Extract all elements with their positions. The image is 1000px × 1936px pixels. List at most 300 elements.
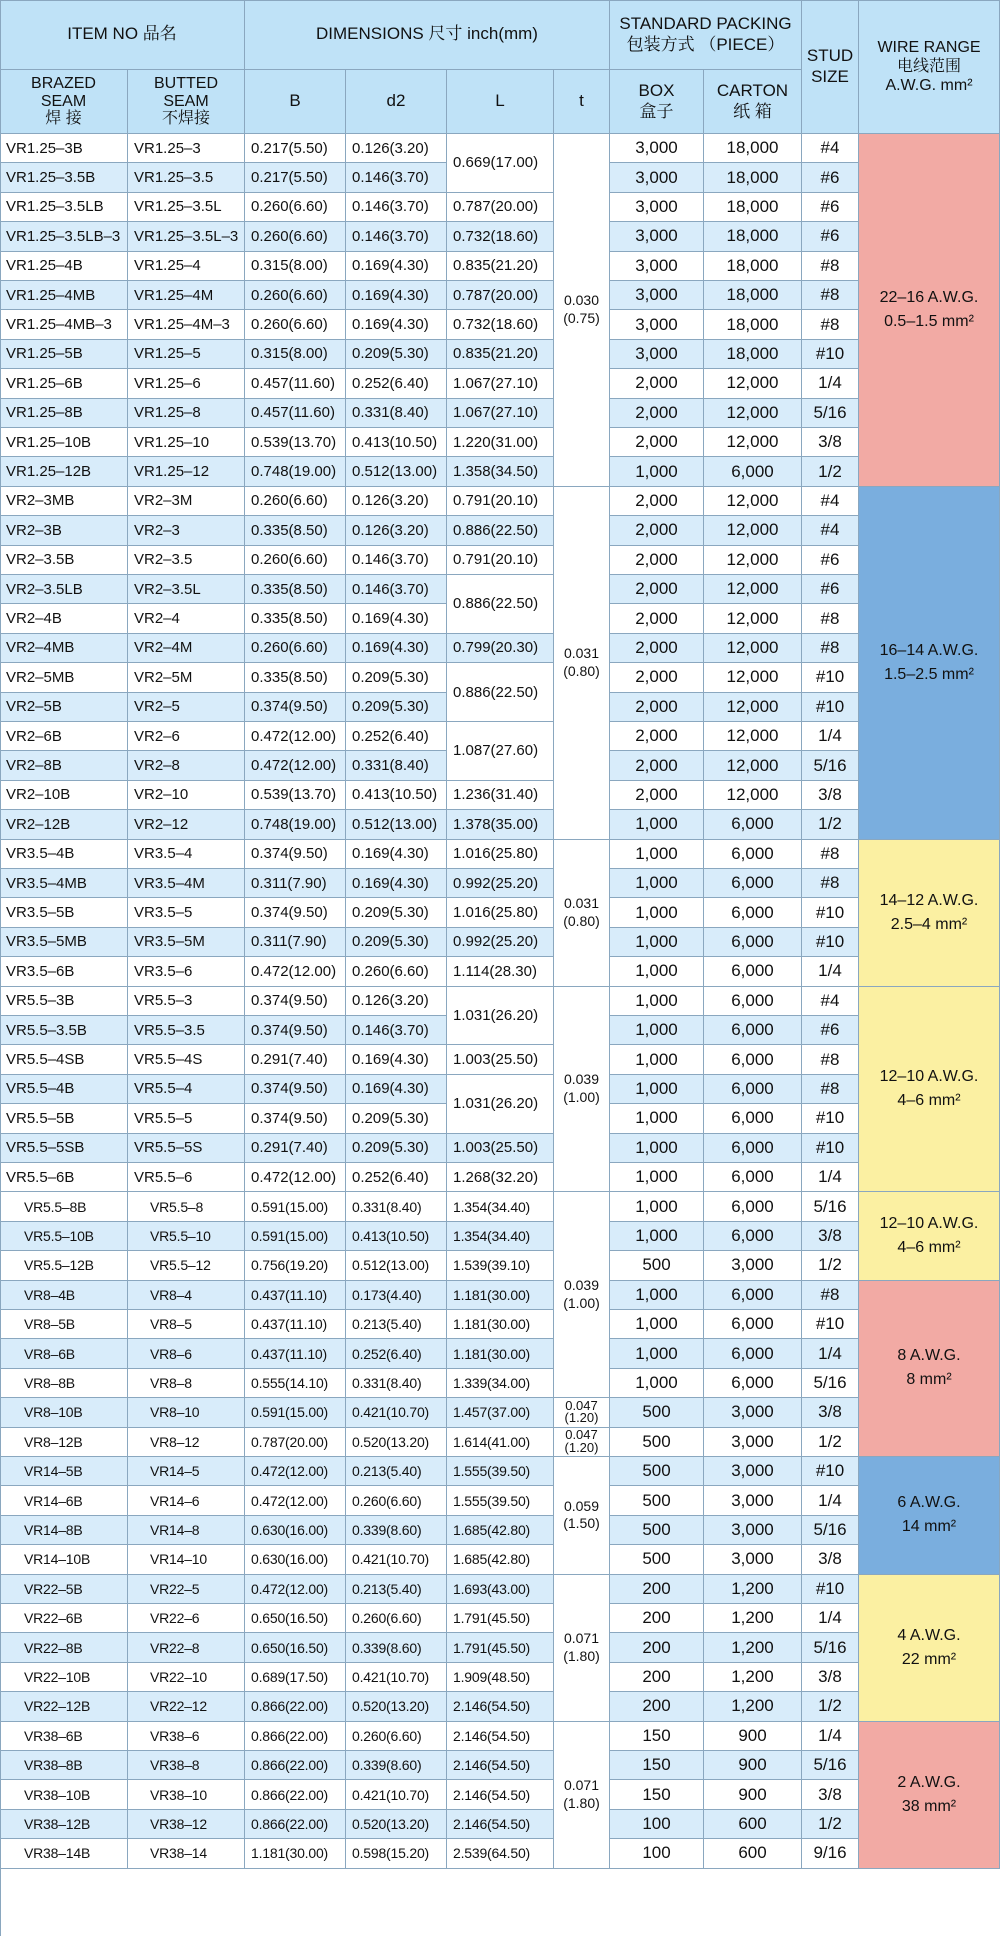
brazed-seam-cell: VR8–12B (0, 1428, 128, 1457)
dimension-l-cell: 1.016(25.80) (447, 898, 554, 927)
brazed-seam-cell: VR1.25–4MB (0, 281, 128, 310)
stud-size-cell: #6 (802, 163, 859, 192)
carton-quantity-cell: 6,000 (704, 1016, 802, 1045)
butted-seam-cell: VR22–6 (128, 1604, 245, 1633)
dimension-b-cell: 0.650(16.50) (245, 1604, 346, 1633)
brazed-seam-cell: VR1.25–6B (0, 369, 128, 398)
stud-size-cell: 5/16 (802, 751, 859, 780)
box-quantity-cell: 1,000 (610, 1163, 704, 1192)
brazed-seam-cell: VR1.25–3B (0, 134, 128, 163)
brazed-seam-cell: VR1.25–5B (0, 340, 128, 369)
carton-quantity-cell: 6,000 (704, 928, 802, 957)
butted-seam-cell: VR3.5–5 (128, 898, 245, 927)
brazed-seam-cell: VR3.5–4B (0, 840, 128, 869)
brazed-seam-cell: VR1.25–4B (0, 252, 128, 281)
stud-size-cell: 5/16 (802, 1192, 859, 1221)
butted-seam-cell: VR5.5–3 (128, 987, 245, 1016)
stud-size-cell: #4 (802, 487, 859, 516)
carton-quantity-cell: 6,000 (704, 1075, 802, 1104)
dimension-d2-cell: 0.169(4.30) (346, 1045, 447, 1074)
dimension-b-cell: 0.866(22.00) (245, 1810, 346, 1839)
butted-seam-cell: VR5.5–3.5 (128, 1016, 245, 1045)
stud-size-cell: #10 (802, 1575, 859, 1604)
butted-seam-cell: VR14–8 (128, 1516, 245, 1545)
stud-size-cell: #8 (802, 634, 859, 663)
carton-quantity-cell: 6,000 (704, 1192, 802, 1221)
dimension-b-cell: 0.787(20.00) (245, 1428, 346, 1457)
butted-seam-cell: VR1.25–3.5L (128, 193, 245, 222)
brazed-seam-cell: VR38–12B (0, 1810, 128, 1839)
dimension-d2-cell: 0.169(4.30) (346, 1075, 447, 1104)
butted-seam-cell: VR8–12 (128, 1428, 245, 1457)
carton-quantity-cell: 900 (704, 1780, 802, 1809)
dimension-d2-cell: 0.339(8.60) (346, 1633, 447, 1662)
box-quantity-cell: 1,000 (610, 457, 704, 486)
brazed-seam-cell: VR1.25–4MB–3 (0, 310, 128, 339)
brazed-seam-cell: VR2–3B (0, 516, 128, 545)
butted-seam-cell: VR14–6 (128, 1486, 245, 1515)
carton-quantity-cell: 6,000 (704, 1281, 802, 1310)
box-quantity-cell: 500 (610, 1251, 704, 1280)
box-quantity-cell: 2,000 (610, 722, 704, 751)
stud-size-cell: #6 (802, 575, 859, 604)
box-quantity-cell: 2,000 (610, 428, 704, 457)
butted-seam-cell: VR2–8 (128, 751, 245, 780)
butted-seam-cell: VR5.5–12 (128, 1251, 245, 1280)
dimension-b-cell: 0.555(14.10) (245, 1369, 346, 1398)
dimension-b-cell: 0.315(8.00) (245, 252, 346, 281)
carton-quantity-cell: 6,000 (704, 1222, 802, 1251)
dimension-d2-cell: 0.520(13.20) (346, 1692, 447, 1721)
carton-quantity-cell: 12,000 (704, 369, 802, 398)
stud-size-cell: #6 (802, 546, 859, 575)
dimension-b-cell: 0.630(16.00) (245, 1545, 346, 1574)
brazed-seam-cell: VR5.5–8B (0, 1192, 128, 1221)
dimension-b-cell: 0.335(8.50) (245, 575, 346, 604)
dimension-b-cell: 0.472(12.00) (245, 1457, 346, 1486)
box-quantity-cell: 150 (610, 1780, 704, 1809)
dimension-b-cell: 0.311(7.90) (245, 928, 346, 957)
stud-size-cell: 1/2 (802, 1810, 859, 1839)
brazed-seam-cell: VR1.25–10B (0, 428, 128, 457)
dimension-d2-cell: 0.252(6.40) (346, 1163, 447, 1192)
stud-size-cell: 1/2 (802, 1428, 859, 1457)
box-quantity-cell: 3,000 (610, 340, 704, 369)
box-quantity-cell: 1,000 (610, 1281, 704, 1310)
carton-quantity-cell: 3,000 (704, 1398, 802, 1427)
header-l: L (447, 70, 554, 134)
butted-seam-cell: VR1.25–4 (128, 252, 245, 281)
dimension-b-cell: 0.374(9.50) (245, 898, 346, 927)
carton-quantity-cell: 3,000 (704, 1457, 802, 1486)
dimension-l-cell: 2.539(64.50) (447, 1839, 554, 1868)
dimension-d2-cell: 0.421(10.70) (346, 1663, 447, 1692)
brazed-seam-cell: VR3.5–5MB (0, 928, 128, 957)
header-d2: d2 (346, 70, 447, 134)
box-quantity-cell: 3,000 (610, 252, 704, 281)
carton-quantity-cell: 600 (704, 1839, 802, 1868)
stud-size-cell: #10 (802, 928, 859, 957)
dimension-l-cell: 1.339(34.00) (447, 1369, 554, 1398)
brazed-seam-cell: VR2–5MB (0, 663, 128, 692)
box-quantity-cell: 1,000 (610, 1016, 704, 1045)
dimension-d2-cell: 0.421(10.70) (346, 1545, 447, 1574)
dimension-l-cell: 1.791(45.50) (447, 1633, 554, 1662)
thickness-t-cell: 0.039 (1.00) (554, 1192, 610, 1398)
dimension-l-cell: 1.016(25.80) (447, 840, 554, 869)
dimension-d2-cell: 0.331(8.40) (346, 751, 447, 780)
dimension-d2-cell: 0.512(13.00) (346, 810, 447, 839)
carton-quantity-cell: 6,000 (704, 1369, 802, 1398)
butted-seam-cell: VR5.5–8 (128, 1192, 245, 1221)
stud-size-cell: #10 (802, 1104, 859, 1133)
brazed-seam-cell: VR3.5–5B (0, 898, 128, 927)
dimension-d2-cell: 0.146(3.70) (346, 163, 447, 192)
dimension-d2-cell: 0.146(3.70) (346, 546, 447, 575)
butted-seam-cell: VR38–10 (128, 1780, 245, 1809)
thickness-t-cell: 0.031 (0.80) (554, 840, 610, 987)
brazed-seam-cell: VR2–3.5LB (0, 575, 128, 604)
dimension-b-cell: 0.591(15.00) (245, 1222, 346, 1251)
dimension-d2-cell: 0.146(3.70) (346, 222, 447, 251)
butted-seam-cell: VR5.5–4S (128, 1045, 245, 1074)
box-quantity-cell: 1,000 (610, 1222, 704, 1251)
box-quantity-cell: 200 (610, 1692, 704, 1721)
stud-size-cell: #6 (802, 193, 859, 222)
carton-quantity-cell: 6,000 (704, 810, 802, 839)
wire-range-cell: 6 A.W.G. 14 mm² (859, 1457, 1000, 1575)
dimension-l-cell: 0.886(22.50) (447, 575, 554, 634)
dimension-b-cell: 0.472(12.00) (245, 751, 346, 780)
dimension-b-cell: 0.217(5.50) (245, 134, 346, 163)
dimension-l-cell: 0.791(20.10) (447, 546, 554, 575)
dimension-d2-cell: 0.146(3.70) (346, 575, 447, 604)
stud-size-cell: 1/2 (802, 1692, 859, 1721)
dimension-l-cell: 1.791(45.50) (447, 1604, 554, 1633)
box-quantity-cell: 1,000 (610, 869, 704, 898)
box-quantity-cell: 1,000 (610, 898, 704, 927)
dimension-l-cell: 1.067(27.10) (447, 369, 554, 398)
thickness-t-cell: 0.071 (1.80) (554, 1722, 610, 1869)
carton-quantity-cell: 1,200 (704, 1575, 802, 1604)
dimension-b-cell: 0.335(8.50) (245, 604, 346, 633)
brazed-seam-cell: VR5.5–3.5B (0, 1016, 128, 1045)
brazed-seam-cell: VR5.5–5SB (0, 1134, 128, 1163)
box-quantity-cell: 3,000 (610, 281, 704, 310)
thickness-t-cell: 0.047 (1.20) (554, 1398, 610, 1427)
stud-size-cell: #8 (802, 1281, 859, 1310)
dimension-d2-cell: 0.331(8.40) (346, 1192, 447, 1221)
dimension-b-cell: 0.630(16.00) (245, 1516, 346, 1545)
stud-size-cell: 5/16 (802, 1516, 859, 1545)
dimension-d2-cell: 0.126(3.20) (346, 516, 447, 545)
dimension-b-cell: 0.315(8.00) (245, 340, 346, 369)
butted-seam-cell: VR8–8 (128, 1369, 245, 1398)
carton-quantity-cell: 6,000 (704, 457, 802, 486)
butted-seam-cell: VR38–12 (128, 1810, 245, 1839)
carton-quantity-cell: 6,000 (704, 1339, 802, 1368)
stud-size-cell: #10 (802, 340, 859, 369)
dimension-d2-cell: 0.169(4.30) (346, 281, 447, 310)
dimension-d2-cell: 0.169(4.30) (346, 634, 447, 663)
brazed-seam-cell: VR2–5B (0, 693, 128, 722)
box-quantity-cell: 100 (610, 1839, 704, 1868)
stud-size-cell: 5/16 (802, 399, 859, 428)
carton-quantity-cell: 6,000 (704, 1104, 802, 1133)
stud-size-cell: #8 (802, 281, 859, 310)
carton-quantity-cell: 12,000 (704, 516, 802, 545)
dimension-d2-cell: 0.213(5.40) (346, 1457, 447, 1486)
dimension-l-cell: 1.236(31.40) (447, 781, 554, 810)
stud-size-cell: 1/4 (802, 1604, 859, 1633)
brazed-seam-cell: VR2–3MB (0, 487, 128, 516)
dimension-l-cell: 1.003(25.50) (447, 1045, 554, 1074)
dimension-l-cell: 1.003(25.50) (447, 1134, 554, 1163)
dimension-l-cell: 0.669(17.00) (447, 134, 554, 193)
box-quantity-cell: 100 (610, 1810, 704, 1839)
stud-size-cell: 1/2 (802, 810, 859, 839)
carton-quantity-cell: 6,000 (704, 987, 802, 1016)
box-quantity-cell: 1,000 (610, 1134, 704, 1163)
carton-quantity-cell: 12,000 (704, 634, 802, 663)
dimension-d2-cell: 0.421(10.70) (346, 1780, 447, 1809)
brazed-seam-cell: VR2–8B (0, 751, 128, 780)
box-quantity-cell: 2,000 (610, 663, 704, 692)
wire-range-cell: 14–12 A.W.G. 2.5–4 mm² (859, 840, 1000, 987)
box-quantity-cell: 500 (610, 1545, 704, 1574)
header-box: BOX 盒子 (610, 70, 704, 134)
brazed-seam-cell: VR1.25–3.5LB–3 (0, 222, 128, 251)
stud-size-cell: 3/8 (802, 1398, 859, 1427)
brazed-seam-cell: VR2–12B (0, 810, 128, 839)
dimension-d2-cell: 0.126(3.20) (346, 134, 447, 163)
carton-quantity-cell: 18,000 (704, 193, 802, 222)
wire-range-cell: 12–10 A.W.G. 4–6 mm² (859, 987, 1000, 1193)
box-quantity-cell: 500 (610, 1516, 704, 1545)
stud-size-cell: #4 (802, 516, 859, 545)
butted-seam-cell: VR3.5–4 (128, 840, 245, 869)
stud-size-cell: #8 (802, 840, 859, 869)
dimension-b-cell: 0.291(7.40) (245, 1045, 346, 1074)
carton-quantity-cell: 6,000 (704, 898, 802, 927)
dimension-d2-cell: 0.173(4.40) (346, 1281, 447, 1310)
butted-seam-cell: VR5.5–4 (128, 1075, 245, 1104)
thickness-t-cell: 0.047 (1.20) (554, 1428, 610, 1457)
brazed-seam-cell: VR38–10B (0, 1780, 128, 1809)
dimension-l-cell: 1.031(26.20) (447, 1075, 554, 1134)
dimension-l-cell: 0.886(22.50) (447, 516, 554, 545)
butted-seam-cell: VR3.5–6 (128, 957, 245, 986)
carton-quantity-cell: 3,000 (704, 1516, 802, 1545)
carton-quantity-cell: 18,000 (704, 340, 802, 369)
dimension-l-cell: 1.031(26.20) (447, 987, 554, 1046)
dimension-b-cell: 0.457(11.60) (245, 369, 346, 398)
box-quantity-cell: 3,000 (610, 134, 704, 163)
stud-size-cell: 1/4 (802, 957, 859, 986)
header-wire-range: WIRE RANGE 电线范围 A.W.G. mm² (859, 0, 1000, 134)
stud-size-cell: 1/4 (802, 1486, 859, 1515)
butted-seam-cell: VR1.25–3.5L–3 (128, 222, 245, 251)
stud-size-cell: #10 (802, 898, 859, 927)
dimension-l-cell: 1.181(30.00) (447, 1281, 554, 1310)
dimension-l-cell: 1.354(34.40) (447, 1222, 554, 1251)
butted-seam-cell: VR5.5–10 (128, 1222, 245, 1251)
dimension-b-cell: 1.181(30.00) (245, 1839, 346, 1868)
stud-size-cell: 3/8 (802, 428, 859, 457)
carton-quantity-cell: 900 (704, 1722, 802, 1751)
dimension-d2-cell: 0.339(8.60) (346, 1751, 447, 1780)
carton-quantity-cell: 1,200 (704, 1633, 802, 1662)
dimension-b-cell: 0.472(12.00) (245, 957, 346, 986)
box-quantity-cell: 2,000 (610, 693, 704, 722)
dimension-l-cell: 1.457(37.00) (447, 1398, 554, 1427)
header-brazed-seam: BRAZED SEAM 焊 接 (0, 70, 128, 134)
dimension-l-cell: 1.909(48.50) (447, 1663, 554, 1692)
butted-seam-cell: VR2–3.5L (128, 575, 245, 604)
carton-quantity-cell: 1,200 (704, 1604, 802, 1633)
header-b: B (245, 70, 346, 134)
box-quantity-cell: 1,000 (610, 1339, 704, 1368)
dimension-l-cell: 1.220(31.00) (447, 428, 554, 457)
dimension-d2-cell: 0.413(10.50) (346, 428, 447, 457)
brazed-seam-cell: VR8–5B (0, 1310, 128, 1339)
dimension-b-cell: 0.472(12.00) (245, 1163, 346, 1192)
carton-quantity-cell: 6,000 (704, 1045, 802, 1074)
dimension-l-cell: 1.614(41.00) (447, 1428, 554, 1457)
box-quantity-cell: 2,000 (610, 781, 704, 810)
box-quantity-cell: 1,000 (610, 1045, 704, 1074)
dimension-l-cell: 1.685(42.80) (447, 1516, 554, 1545)
butted-seam-cell: VR14–10 (128, 1545, 245, 1574)
header-carton: CARTON 纸 箱 (704, 70, 802, 134)
dimension-d2-cell: 0.169(4.30) (346, 604, 447, 633)
butted-seam-cell: VR22–10 (128, 1663, 245, 1692)
dimension-d2-cell: 0.512(13.00) (346, 1251, 447, 1280)
stud-size-cell: #8 (802, 1075, 859, 1104)
stud-size-cell: 1/2 (802, 1251, 859, 1280)
box-quantity-cell: 500 (610, 1428, 704, 1457)
box-quantity-cell: 200 (610, 1663, 704, 1692)
carton-quantity-cell: 6,000 (704, 1163, 802, 1192)
header-item-no: ITEM NO 品名 (0, 0, 245, 70)
carton-quantity-cell: 18,000 (704, 222, 802, 251)
brazed-seam-cell: VR1.25–8B (0, 399, 128, 428)
box-quantity-cell: 150 (610, 1751, 704, 1780)
dimension-l-cell: 2.146(54.50) (447, 1751, 554, 1780)
stud-size-cell: 3/8 (802, 1222, 859, 1251)
dimension-l-cell: 1.268(32.20) (447, 1163, 554, 1192)
box-quantity-cell: 2,000 (610, 516, 704, 545)
carton-quantity-cell: 6,000 (704, 840, 802, 869)
thickness-t-cell: 0.071 (1.80) (554, 1575, 610, 1722)
dimension-b-cell: 0.374(9.50) (245, 693, 346, 722)
carton-quantity-cell: 18,000 (704, 310, 802, 339)
dimension-d2-cell: 0.331(8.40) (346, 1369, 447, 1398)
box-quantity-cell: 2,000 (610, 634, 704, 663)
brazed-seam-cell: VR38–6B (0, 1722, 128, 1751)
brazed-seam-cell: VR3.5–4MB (0, 869, 128, 898)
carton-quantity-cell: 12,000 (704, 722, 802, 751)
dimension-b-cell: 0.650(16.50) (245, 1633, 346, 1662)
brazed-seam-cell: VR2–6B (0, 722, 128, 751)
carton-quantity-cell: 12,000 (704, 663, 802, 692)
dimension-b-cell: 0.591(15.00) (245, 1398, 346, 1427)
butted-seam-cell: VR22–5 (128, 1575, 245, 1604)
carton-quantity-cell: 12,000 (704, 781, 802, 810)
dimension-d2-cell: 0.169(4.30) (346, 869, 447, 898)
stud-size-cell: 3/8 (802, 1663, 859, 1692)
box-quantity-cell: 200 (610, 1575, 704, 1604)
stud-size-cell: #8 (802, 252, 859, 281)
dimension-l-cell: 0.799(20.30) (447, 634, 554, 663)
box-quantity-cell: 500 (610, 1398, 704, 1427)
carton-quantity-cell: 3,000 (704, 1428, 802, 1457)
butted-seam-cell: VR1.25–8 (128, 399, 245, 428)
dimension-b-cell: 0.748(19.00) (245, 810, 346, 839)
carton-quantity-cell: 6,000 (704, 1134, 802, 1163)
thickness-t-cell: 0.039 (1.00) (554, 987, 610, 1193)
dimension-b-cell: 0.472(12.00) (245, 1486, 346, 1515)
dimension-d2-cell: 0.520(13.20) (346, 1428, 447, 1457)
dimension-d2-cell: 0.260(6.60) (346, 1486, 447, 1515)
dimension-d2-cell: 0.512(13.00) (346, 457, 447, 486)
dimension-d2-cell: 0.331(8.40) (346, 399, 447, 428)
box-quantity-cell: 1,000 (610, 928, 704, 957)
carton-quantity-cell: 12,000 (704, 575, 802, 604)
carton-quantity-cell: 12,000 (704, 428, 802, 457)
butted-seam-cell: VR3.5–4M (128, 869, 245, 898)
stud-size-cell: #8 (802, 1045, 859, 1074)
dimension-d2-cell: 0.252(6.40) (346, 722, 447, 751)
box-quantity-cell: 1,000 (610, 840, 704, 869)
dimension-l-cell: 1.555(39.50) (447, 1457, 554, 1486)
dimension-d2-cell: 0.213(5.40) (346, 1575, 447, 1604)
stud-size-cell: 1/4 (802, 722, 859, 751)
box-quantity-cell: 2,000 (610, 575, 704, 604)
box-quantity-cell: 1,000 (610, 1310, 704, 1339)
dimension-l-cell: 0.992(25.20) (447, 928, 554, 957)
box-quantity-cell: 1,000 (610, 1369, 704, 1398)
dimension-b-cell: 0.260(6.60) (245, 222, 346, 251)
dimension-b-cell: 0.866(22.00) (245, 1722, 346, 1751)
butted-seam-cell: VR1.25–4M (128, 281, 245, 310)
brazed-seam-cell: VR1.25–3.5B (0, 163, 128, 192)
box-quantity-cell: 200 (610, 1633, 704, 1662)
brazed-seam-cell: VR14–10B (0, 1545, 128, 1574)
box-quantity-cell: 3,000 (610, 163, 704, 192)
dimension-b-cell: 0.260(6.60) (245, 193, 346, 222)
carton-quantity-cell: 18,000 (704, 134, 802, 163)
dimension-b-cell: 0.866(22.00) (245, 1692, 346, 1721)
dimension-b-cell: 0.260(6.60) (245, 281, 346, 310)
dimension-b-cell: 0.311(7.90) (245, 869, 346, 898)
brazed-seam-cell: VR22–10B (0, 1663, 128, 1692)
brazed-seam-cell: VR22–5B (0, 1575, 128, 1604)
butted-seam-cell: VR2–3M (128, 487, 245, 516)
brazed-seam-cell: VR1.25–12B (0, 457, 128, 486)
carton-quantity-cell: 6,000 (704, 1310, 802, 1339)
stud-size-cell: 5/16 (802, 1633, 859, 1662)
dimension-d2-cell: 0.169(4.30) (346, 252, 447, 281)
stud-size-cell: #8 (802, 604, 859, 633)
butted-seam-cell: VR5.5–5 (128, 1104, 245, 1133)
butted-seam-cell: VR38–6 (128, 1722, 245, 1751)
box-quantity-cell: 2,000 (610, 604, 704, 633)
box-quantity-cell: 1,000 (610, 987, 704, 1016)
carton-quantity-cell: 3,000 (704, 1545, 802, 1574)
brazed-seam-cell: VR5.5–6B (0, 1163, 128, 1192)
carton-quantity-cell: 12,000 (704, 751, 802, 780)
